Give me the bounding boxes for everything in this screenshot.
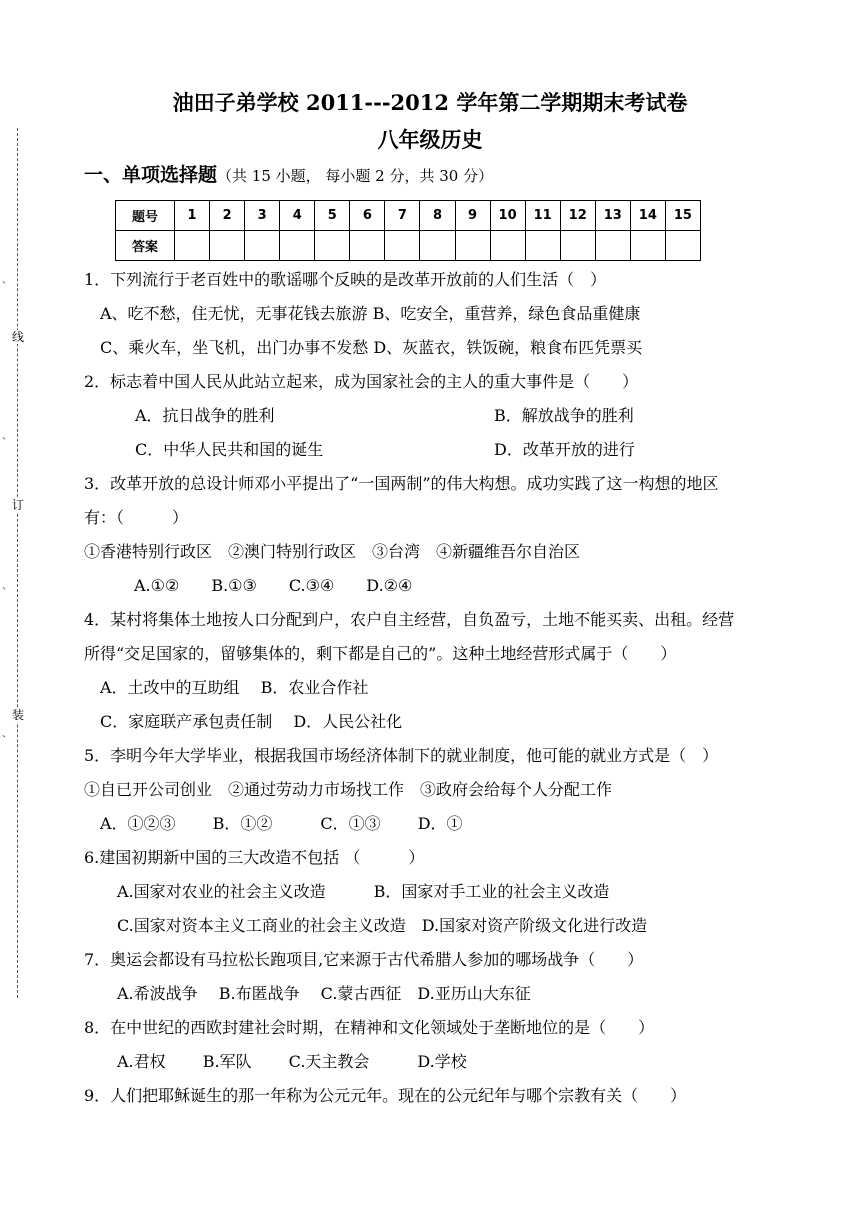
answer-table-number-row [116, 201, 701, 231]
answer-cell[interactable] [385, 231, 420, 261]
answer-cell[interactable] [665, 231, 700, 261]
answer-cell[interactable] [210, 231, 245, 261]
answer-table-answer-row [116, 231, 701, 261]
table-number-cell: 6 [350, 201, 385, 231]
question-2-option-b: B．解放战争的胜利 [494, 406, 634, 425]
question-1-options-cd: C、乘火车，坐飞机，出门办事不发愁 D、灰蓝衣，铁饭碗，粮食布匹凭票买 [100, 338, 643, 357]
question-2-option-c: C．中华人民共和国的诞生 [135, 440, 324, 459]
answer-cell[interactable] [420, 231, 455, 261]
question-4-options-ab: A．土改中的互助组 B．农业合作社 [100, 678, 369, 697]
answer-cell[interactable] [315, 231, 350, 261]
binding-tick: 、 [2, 729, 12, 740]
question-1: 1．下列流行于老百姓中的歌谣哪个反映的是改革开放前的人们生活（ ） [84, 270, 607, 289]
question-1-options-ab: A、吃不愁，住无忧，无事花钱去旅游 B、吃安全，重营养，绿色食品重健康 [100, 304, 641, 323]
table-number-cell: 12 [560, 201, 595, 231]
exam-title: 油田子弟学校 2011---2012 学年第二学期期末考试卷 [172, 90, 688, 115]
table-number-cell: 2 [210, 201, 245, 231]
table-number-cell: 7 [385, 201, 420, 231]
question-3-items: ①香港特别行政区 ②澳门特别行政区 ③台湾 ④新疆维吾尔自治区 [84, 542, 581, 561]
question-4-continued: 所得“交足国家的，留够集体的，剩下都是自己的”。这种土地经营形式属于（ ） [84, 644, 677, 663]
table-number-cell: 1 [175, 201, 210, 231]
section-title: 一、单项选择题 [84, 164, 218, 186]
binding-tick: 、 [2, 431, 12, 442]
binding-tick: 、 [2, 581, 12, 592]
exam-subtitle: 八年级历史 [377, 127, 483, 152]
answer-cell[interactable] [490, 231, 525, 261]
table-number-cell: 3 [245, 201, 280, 231]
question-2-option-a: A．抗日战争的胜利 [135, 406, 275, 425]
question-9: 9．人们把耶稣诞生的那一年称为公元元年。现在的公元纪年与哪个宗教有关（ ） [84, 1086, 687, 1105]
answer-cell[interactable] [245, 231, 280, 261]
answer-cell[interactable] [630, 231, 665, 261]
question-7-options: A.希波战争 B.布匿战争 C.蒙古西征 D.亚历山大东征 [117, 984, 531, 1003]
question-3: 3．改革开放的总设计师邓小平提出了“一国两制”的伟大构想。成功实践了这一构想的地区 [84, 474, 719, 493]
answer-cell[interactable] [350, 231, 385, 261]
binding-dashed-line [17, 128, 18, 998]
answer-table [115, 200, 701, 261]
binding-char-seal: 装 [9, 708, 27, 722]
answer-cell[interactable] [175, 231, 210, 261]
table-number-cell: 4 [280, 201, 315, 231]
question-5: 5．李明今年大学毕业，根据我国市场经济体制下的就业制度，他可能的就业方式是（ ） [84, 746, 719, 765]
table-label-answer: 答案 [116, 231, 175, 261]
binding-char-bind: 订 [9, 498, 27, 512]
question-3-options: A.①② B.①③ C.③④ D.②④ [134, 576, 413, 595]
question-8: 8．在中世纪的西欧封建社会时期，在精神和文化领域处于垄断地位的是（ ） [84, 1018, 655, 1037]
answer-cell[interactable] [560, 231, 595, 261]
question-4-options-cd: C．家庭联产承包责任制 D．人民公社化 [100, 712, 403, 731]
question-6: 6.建国初期新中国的三大改造不包括 （ ） [84, 848, 425, 867]
question-5-items: ①自已开公司创业 ②通过劳动力市场找工作 ③政府会给每个人分配工作 [84, 780, 613, 799]
binding-tick: 、 [2, 275, 12, 286]
table-number-cell: 11 [525, 201, 560, 231]
answer-cell[interactable] [280, 231, 315, 261]
table-number-cell: 5 [315, 201, 350, 231]
answer-cell[interactable] [455, 231, 490, 261]
table-label-question-number: 题号 [116, 201, 175, 231]
answer-cell[interactable] [595, 231, 630, 261]
question-7: 7．奥运会都设有马拉松长跑项目,它来源于古代希腊人参加的哪场战争（ ） [84, 950, 644, 969]
table-number-cell: 15 [665, 201, 700, 231]
section-heading [84, 163, 493, 188]
binding-char-line: 线 [9, 330, 27, 344]
answer-cell[interactable] [525, 231, 560, 261]
question-6-options-cd: C.国家对资本主义工商业的社会主义改造 D.国家对资产阶级文化进行改造 [117, 916, 648, 935]
table-number-cell: 10 [490, 201, 525, 231]
question-8-options: A.君权 B.军队 C.天主教会 D.学校 [117, 1052, 467, 1071]
table-number-cell: 13 [595, 201, 630, 231]
question-5-options: A．①②③ B．①② C．①③ D．① [100, 814, 463, 833]
table-number-cell: 14 [630, 201, 665, 231]
question-2-option-d: D．改革开放的进行 [494, 440, 635, 459]
question-2: 2．标志着中国人民从此站立起来，成为国家社会的主人的重大事件是（ ） [84, 372, 639, 391]
question-3-continued: 有：（ ） [84, 508, 189, 527]
table-number-cell: 9 [455, 201, 490, 231]
question-4: 4．某村将集体土地按人口分配到户，农户自主经营，自负盈亏，土地不能买卖、出租。经营 [84, 610, 735, 629]
section-note: （共 15 小题， 每小题 2 分，共 30 分） [217, 167, 494, 185]
question-6-options-ab: A.国家对农业的社会主义改造 B．国家对手工业的社会主义改造 [117, 882, 610, 901]
table-number-cell: 8 [420, 201, 455, 231]
